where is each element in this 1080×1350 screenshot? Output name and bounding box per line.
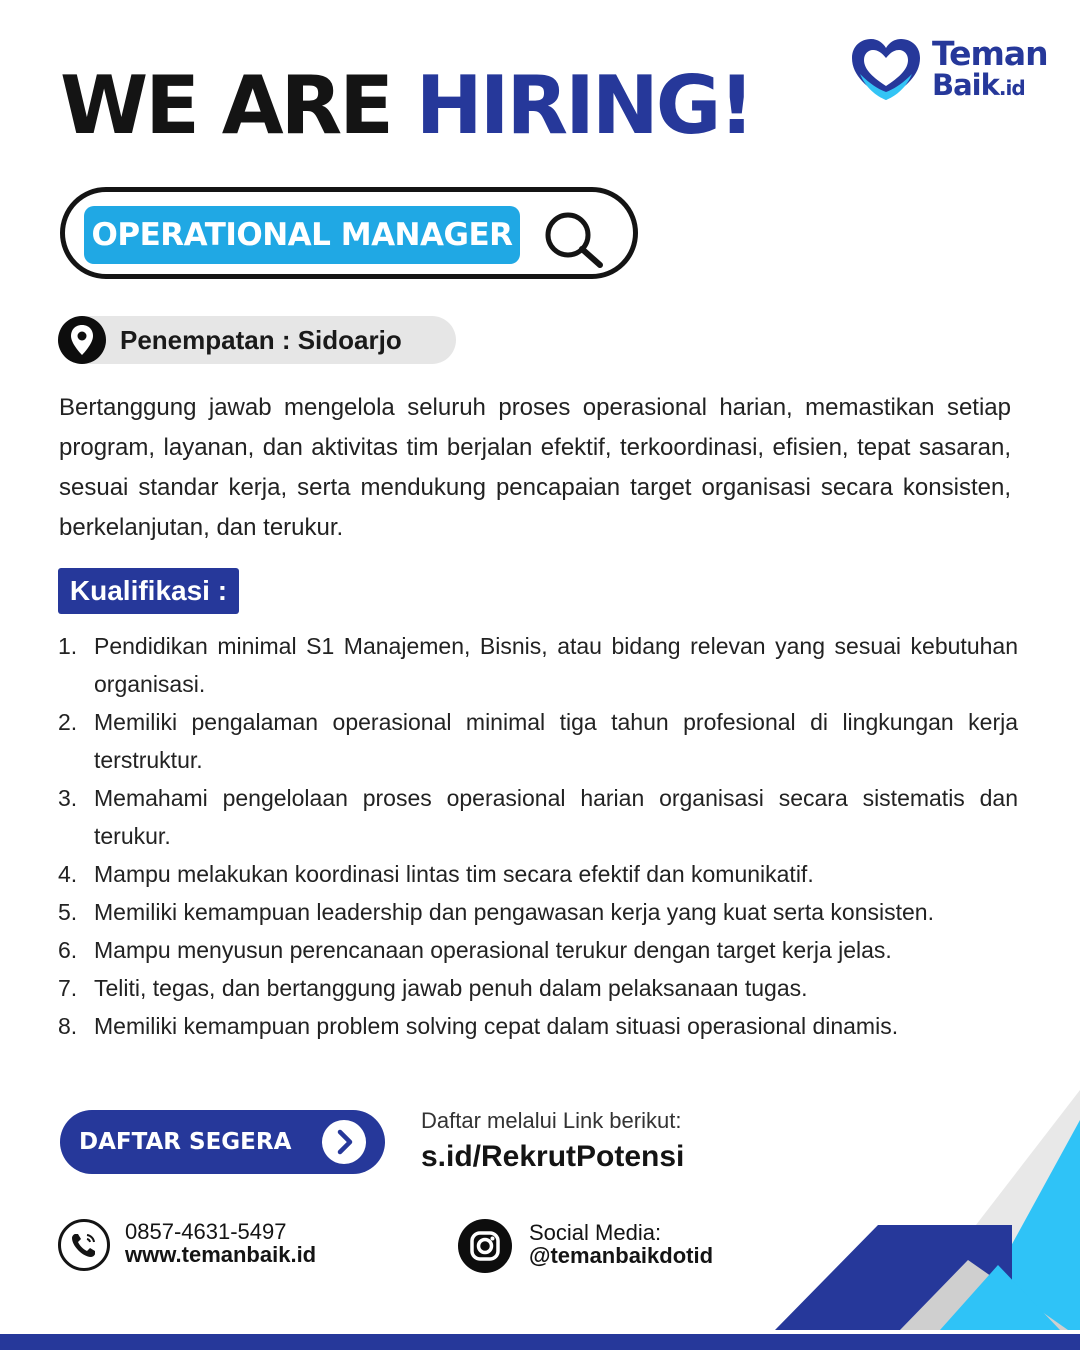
list-item-number: 5. [58, 899, 78, 925]
list-item-number: 2. [58, 709, 78, 735]
social-media-handle[interactable]: @temanbaikdotid [529, 1243, 714, 1268]
headline-part1: WE ARE [60, 59, 391, 152]
logo-text-baik [932, 68, 1025, 102]
list-item-text: Memahami pengelolaan proses operasional harian organisasi secara sistematis dan terukur. [94, 785, 1018, 849]
list-item-number: 6. [58, 937, 78, 963]
logo-text-baik-word: Baik [932, 68, 999, 102]
list-item [58, 855, 1018, 893]
list-item-text: Pendidikan minimal S1 Manajemen, Bisnis, atau bidang relevan yang sesuai kebutuhan organisasi. [94, 633, 1018, 697]
map-pin-icon [58, 316, 106, 364]
location-text: Penempatan : Sidoarjo [120, 325, 402, 355]
social-media-label: Social Media: [529, 1220, 662, 1245]
job-description: Bertanggung jawab mengelola seluruh proses operasional harian, memastikan setiap program, layanan, dan aktivitas tim berjalan efektif, terkoordinasi, efisien, tepat sasaran, sesuai standar kerja, serta mendukung pencapaian target organisasi secara konsisten, berkelanjutan, dan terukur. [59, 394, 1011, 541]
qualifications-heading: Kualifikasi : [58, 568, 239, 614]
list-item-number: 3. [58, 785, 78, 811]
heart-logo-icon [846, 34, 926, 106]
daftar-segera-button[interactable] [60, 1110, 385, 1174]
logo-text-suffix: .id [998, 76, 1025, 100]
list-item-text: Memiliki kemampuan problem solving cepat dalam situasi operasional dinamis. [94, 1013, 899, 1039]
list-item-text: Memiliki pengalaman operasional minimal tiga tahun profesional di lingkungan kerja terstruktur. [94, 709, 1018, 773]
logo-text-teman: Teman [932, 34, 1048, 73]
qualifications-list [58, 627, 1018, 1045]
list-item-number: 4. [58, 861, 78, 887]
list-item [58, 931, 1018, 969]
chevron-right-icon [322, 1120, 366, 1164]
decorative-shapes [0, 1060, 1080, 1350]
search-icon [542, 209, 606, 269]
headline [60, 58, 752, 154]
teman-baik-logo [846, 34, 1056, 106]
registration-link[interactable]: s.id/RekrutPotensi [421, 1140, 685, 1173]
website-link[interactable]: www.temanbaik.id [125, 1242, 317, 1267]
job-title: OPERATIONAL MANAGER [84, 206, 520, 264]
link-intro: Daftar melalui Link berikut: [421, 1108, 682, 1133]
cta-label: DAFTAR SEGERA [79, 1129, 292, 1155]
list-item-number: 8. [58, 1013, 78, 1039]
instagram-icon [458, 1219, 512, 1273]
job-search-bar [60, 187, 638, 279]
list-item [58, 627, 1018, 703]
list-item-text: Mampu menyusun perencanaan operasional terukur dengan target kerja jelas. [94, 937, 892, 963]
location-pill [58, 316, 456, 364]
headline-part2: HIRING! [415, 59, 752, 152]
list-item [58, 969, 1018, 1007]
list-item [58, 703, 1018, 779]
list-item-text: Mampu melakukan koordinasi lintas tim secara efektif dan komunikatif. [94, 861, 814, 887]
phone-number[interactable]: 0857-4631-5497 [125, 1219, 287, 1244]
list-item-text: Teliti, tegas, dan bertanggung jawab penuh dalam pelaksanaan tugas. [94, 975, 808, 1001]
list-item [58, 779, 1018, 855]
list-item-number: 1. [58, 633, 78, 659]
phone-icon [58, 1219, 110, 1271]
list-item [58, 1007, 1018, 1045]
list-item [58, 893, 1018, 931]
list-item-text: Memiliki kemampuan leadership dan pengawasan kerja yang kuat serta konsisten. [94, 899, 934, 925]
list-item-number: 7. [58, 975, 78, 1001]
